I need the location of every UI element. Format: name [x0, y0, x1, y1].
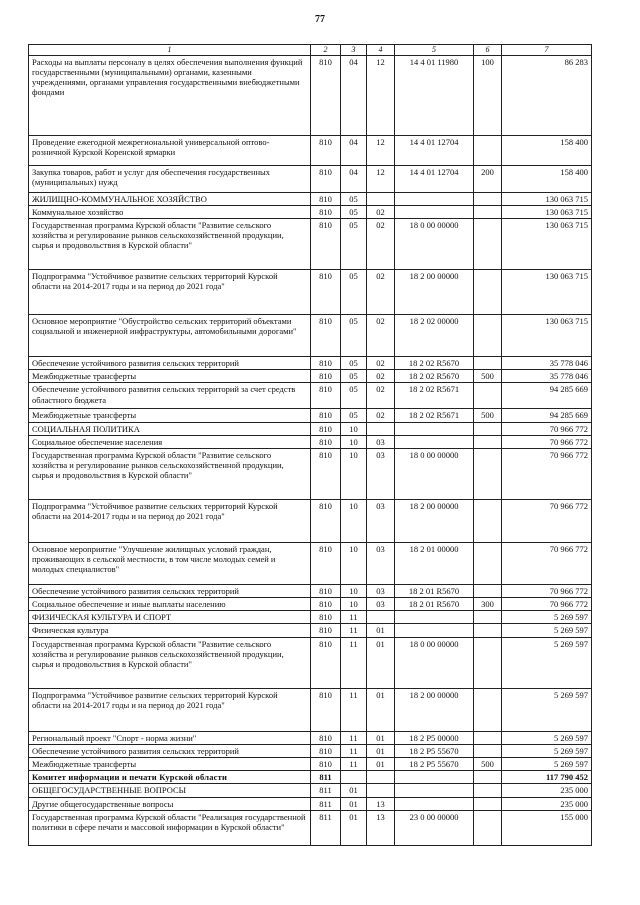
- table-row: [29, 192, 592, 205]
- section-code-cell: 11: [341, 731, 367, 744]
- ministry-code-cell: 810: [311, 269, 341, 314]
- amount-cell: 155 000: [502, 810, 592, 845]
- amount-cell: 130 063 715: [502, 192, 592, 205]
- expense-type-cell: [474, 637, 502, 688]
- section-code-cell: 04: [341, 135, 367, 165]
- section-code-cell: 05: [341, 409, 367, 422]
- row-name-cell: Обеспечение устойчивого развития сельских территорий: [29, 744, 311, 757]
- table-row: [29, 688, 592, 731]
- target-article-cell: 18 2 01 00000: [395, 542, 474, 584]
- table-row: [29, 356, 592, 369]
- target-article-cell: 18 0 00 00000: [395, 218, 474, 269]
- target-article-cell: [395, 435, 474, 448]
- expense-type-cell: [474, 135, 502, 165]
- expense-type-cell: 500: [474, 370, 502, 383]
- amount-cell: 70 966 772: [502, 598, 592, 611]
- amount-cell: 70 966 772: [502, 584, 592, 597]
- subsection-code-cell: 12: [367, 135, 395, 165]
- subsection-code-cell: [367, 784, 395, 797]
- expense-type-cell: [474, 314, 502, 356]
- table-row: [29, 370, 592, 383]
- ministry-code-cell: 810: [311, 542, 341, 584]
- expense-type-cell: [474, 218, 502, 269]
- ministry-code-cell: 810: [311, 598, 341, 611]
- table-row: [29, 758, 592, 771]
- expense-type-cell: [474, 731, 502, 744]
- ministry-code-cell: 810: [311, 611, 341, 624]
- target-article-cell: 18 2 P5 55670: [395, 758, 474, 771]
- target-article-cell: [395, 784, 474, 797]
- expense-type-cell: [474, 205, 502, 218]
- amount-cell: 70 966 772: [502, 435, 592, 448]
- section-code-cell: 04: [341, 165, 367, 192]
- amount-cell: 130 063 715: [502, 269, 592, 314]
- header-cell: 6: [474, 45, 502, 56]
- expense-type-cell: [474, 499, 502, 542]
- table-row: [29, 499, 592, 542]
- row-name-cell: Государственная программа Курской области "Развитие сельского хозяйства и регулирование рынков сельскохозяйственной продукции, сырья и продовольствия в Курской области": [29, 448, 311, 499]
- subsection-code-cell: 03: [367, 499, 395, 542]
- target-article-cell: 18 2 P5 55670: [395, 744, 474, 757]
- subsection-code-cell: 02: [367, 314, 395, 356]
- target-article-cell: [395, 205, 474, 218]
- row-name-cell: ЖИЛИЩНО-КОММУНАЛЬНОЕ ХОЗЯЙСТВО: [29, 192, 311, 205]
- row-name-cell: Обеспечение устойчивого развития сельских территорий за счет средств областного бюджета: [29, 383, 311, 409]
- expense-type-cell: [474, 269, 502, 314]
- expense-type-cell: 300: [474, 598, 502, 611]
- amount-cell: 235 000: [502, 797, 592, 810]
- table-row: [29, 269, 592, 314]
- row-name-cell: Межбюджетные трансферты: [29, 370, 311, 383]
- table-row: [29, 744, 592, 757]
- amount-cell: 5 269 597: [502, 611, 592, 624]
- header-cell: 2: [311, 45, 341, 56]
- ministry-code-cell: 810: [311, 688, 341, 731]
- row-name-cell: Основное мероприятие "Улучшение жилищных условий граждан, проживающих в сельской местности, в том числе молодых семей и молодых специалистов": [29, 542, 311, 584]
- subsection-code-cell: 12: [367, 55, 395, 135]
- row-name-cell: Другие общегосударственные вопросы: [29, 797, 311, 810]
- section-code-cell: 04: [341, 55, 367, 135]
- row-name-cell: Коммунальное хозяйство: [29, 205, 311, 218]
- section-code-cell: [341, 771, 367, 784]
- amount-cell: 5 269 597: [502, 758, 592, 771]
- amount-cell: 70 966 772: [502, 448, 592, 499]
- table-row: [29, 383, 592, 409]
- ministry-code-cell: 810: [311, 448, 341, 499]
- ministry-code-cell: 810: [311, 218, 341, 269]
- row-name-cell: Социальное обеспечение и иные выплаты населению: [29, 598, 311, 611]
- expense-type-cell: [474, 624, 502, 637]
- section-code-cell: 05: [341, 370, 367, 383]
- amount-cell: 70 966 772: [502, 542, 592, 584]
- subsection-code-cell: 03: [367, 435, 395, 448]
- subsection-code-cell: 03: [367, 542, 395, 584]
- subsection-code-cell: 03: [367, 448, 395, 499]
- subsection-code-cell: 02: [367, 383, 395, 409]
- section-code-cell: 05: [341, 205, 367, 218]
- subsection-code-cell: 01: [367, 688, 395, 731]
- amount-cell: 86 283: [502, 55, 592, 135]
- table-row: [29, 435, 592, 448]
- subsection-code-cell: [367, 771, 395, 784]
- row-name-cell: Государственная программа Курской области "Развитие сельского хозяйства и регулирование рынков сельскохозяйственной продукции, сырья и продовольствия в Курской области": [29, 218, 311, 269]
- page-number: 77: [315, 14, 325, 25]
- ministry-code-cell: 810: [311, 205, 341, 218]
- target-article-cell: 18 2 01 R5670: [395, 598, 474, 611]
- table-row: [29, 542, 592, 584]
- ministry-code-cell: 810: [311, 409, 341, 422]
- subsection-code-cell: 02: [367, 409, 395, 422]
- expense-type-cell: [474, 771, 502, 784]
- section-code-cell: 11: [341, 688, 367, 731]
- row-name-cell: Расходы на выплаты персоналу в целях обеспечения выполнения функций государственными (муниципальными) органами, казенными учреждениями, органами управления государственными внебюджетными фондами: [29, 55, 311, 135]
- row-name-cell: Подпрограмма "Устойчивое развитие сельских территорий Курской области на 2014-2017 годы и на период до 2021 года": [29, 688, 311, 731]
- row-name-cell: Обеспечение устойчивого развития сельских территорий: [29, 356, 311, 369]
- table-row: [29, 637, 592, 688]
- target-article-cell: 14 4 01 11980: [395, 55, 474, 135]
- ministry-code-cell: 810: [311, 435, 341, 448]
- target-article-cell: 18 2 02 00000: [395, 314, 474, 356]
- target-article-cell: 18 2 02 R5671: [395, 409, 474, 422]
- amount-cell: 5 269 597: [502, 688, 592, 731]
- subsection-code-cell: 02: [367, 269, 395, 314]
- subsection-code-cell: 01: [367, 624, 395, 637]
- ministry-code-cell: 810: [311, 624, 341, 637]
- ministry-code-cell: 810: [311, 383, 341, 409]
- target-article-cell: [395, 192, 474, 205]
- subsection-code-cell: 01: [367, 744, 395, 757]
- ministry-code-cell: 810: [311, 135, 341, 165]
- section-code-cell: 10: [341, 448, 367, 499]
- budget-table: [28, 44, 592, 846]
- target-article-cell: [395, 771, 474, 784]
- target-article-cell: 14 4 01 12704: [395, 165, 474, 192]
- section-code-cell: 05: [341, 192, 367, 205]
- expense-type-cell: 500: [474, 758, 502, 771]
- section-code-cell: 05: [341, 356, 367, 369]
- table-row: [29, 784, 592, 797]
- expense-type-cell: 100: [474, 55, 502, 135]
- ministry-code-cell: 810: [311, 192, 341, 205]
- section-code-cell: 11: [341, 758, 367, 771]
- subsection-code-cell: 03: [367, 584, 395, 597]
- ministry-code-cell: 811: [311, 797, 341, 810]
- ministry-code-cell: 811: [311, 784, 341, 797]
- ministry-code-cell: 810: [311, 637, 341, 688]
- row-name-cell: Обеспечение устойчивого развития сельских территорий: [29, 584, 311, 597]
- header-cell: 5: [395, 45, 474, 56]
- expense-type-cell: 200: [474, 165, 502, 192]
- table-row: [29, 55, 592, 135]
- target-article-cell: 14 4 01 12704: [395, 135, 474, 165]
- subsection-code-cell: 02: [367, 356, 395, 369]
- target-article-cell: 18 2 02 R5670: [395, 370, 474, 383]
- expense-type-cell: [474, 611, 502, 624]
- table-row: [29, 409, 592, 422]
- subsection-code-cell: [367, 422, 395, 435]
- subsection-code-cell: 01: [367, 758, 395, 771]
- expense-type-cell: [474, 383, 502, 409]
- subsection-code-cell: 13: [367, 797, 395, 810]
- target-article-cell: 18 0 00 00000: [395, 637, 474, 688]
- expense-type-cell: [474, 784, 502, 797]
- section-code-cell: 01: [341, 784, 367, 797]
- table-row: [29, 797, 592, 810]
- subsection-code-cell: 01: [367, 637, 395, 688]
- section-code-cell: 01: [341, 797, 367, 810]
- section-code-cell: 10: [341, 584, 367, 597]
- row-name-cell: Социальное обеспечение населения: [29, 435, 311, 448]
- expense-type-cell: [474, 797, 502, 810]
- ministry-code-cell: 810: [311, 422, 341, 435]
- ministry-code-cell: 811: [311, 810, 341, 845]
- row-name-cell: Межбюджетные трансферты: [29, 758, 311, 771]
- table-row: [29, 135, 592, 165]
- ministry-code-cell: 810: [311, 584, 341, 597]
- target-article-cell: [395, 611, 474, 624]
- ministry-code-cell: 810: [311, 499, 341, 542]
- ministry-code-cell: 810: [311, 55, 341, 135]
- subsection-code-cell: 02: [367, 205, 395, 218]
- amount-cell: 5 269 597: [502, 624, 592, 637]
- subsection-code-cell: [367, 192, 395, 205]
- section-code-cell: 05: [341, 314, 367, 356]
- header-cell: 1: [29, 45, 311, 56]
- ministry-code-cell: 810: [311, 356, 341, 369]
- row-name-cell: Государственная программа Курской области "Развитие сельского хозяйства и регулирование рынков сельскохозяйственной продукции, сырья и продовольствия в Курской области": [29, 637, 311, 688]
- section-code-cell: 11: [341, 637, 367, 688]
- ministry-code-cell: 810: [311, 744, 341, 757]
- target-article-cell: 18 2 00 00000: [395, 499, 474, 542]
- table-row: [29, 810, 592, 845]
- row-name-cell: Подпрограмма "Устойчивое развитие сельских территорий Курской области на 2014-2017 годы и на период до 2021 года": [29, 269, 311, 314]
- amount-cell: 158 400: [502, 135, 592, 165]
- header-cell: 7: [502, 45, 592, 56]
- table-row: [29, 205, 592, 218]
- row-name-cell: ФИЗИЧЕСКАЯ КУЛЬТУРА И СПОРТ: [29, 611, 311, 624]
- section-code-cell: 11: [341, 611, 367, 624]
- amount-cell: 5 269 597: [502, 744, 592, 757]
- row-name-cell: Проведение ежегодной межрегиональной универсальной оптово-розничной Курской Коренской ярмарки: [29, 135, 311, 165]
- section-code-cell: 05: [341, 383, 367, 409]
- amount-cell: 70 966 772: [502, 499, 592, 542]
- header-cell: 3: [341, 45, 367, 56]
- row-name-cell: Подпрограмма "Устойчивое развитие сельских территорий Курской области на 2014-2017 годы и на период до 2021 года": [29, 499, 311, 542]
- expense-type-cell: [474, 542, 502, 584]
- target-article-cell: 18 2 P5 00000: [395, 731, 474, 744]
- expense-type-cell: 500: [474, 409, 502, 422]
- table-row: [29, 624, 592, 637]
- table-row: [29, 448, 592, 499]
- section-code-cell: 01: [341, 810, 367, 845]
- table-row: [29, 314, 592, 356]
- row-name-cell: Государственная программа Курской области "Реализация государственной политики в сфере печати и массовой информации в Курской области": [29, 810, 311, 845]
- target-article-cell: [395, 624, 474, 637]
- amount-cell: 5 269 597: [502, 731, 592, 744]
- row-name-cell: Региональный проект "Спорт - норма жизни": [29, 731, 311, 744]
- section-code-cell: 10: [341, 435, 367, 448]
- amount-cell: 235 000: [502, 784, 592, 797]
- table-header-row: [29, 45, 592, 56]
- amount-cell: 94 285 669: [502, 383, 592, 409]
- expense-type-cell: [474, 422, 502, 435]
- amount-cell: 35 778 046: [502, 370, 592, 383]
- expense-type-cell: [474, 810, 502, 845]
- header-cell: 4: [367, 45, 395, 56]
- section-code-cell: 05: [341, 218, 367, 269]
- section-code-cell: 11: [341, 624, 367, 637]
- amount-cell: 117 790 452: [502, 771, 592, 784]
- expense-type-cell: [474, 448, 502, 499]
- expense-type-cell: [474, 435, 502, 448]
- subsection-code-cell: 03: [367, 598, 395, 611]
- target-article-cell: 18 2 00 00000: [395, 269, 474, 314]
- expense-type-cell: [474, 744, 502, 757]
- table-row: [29, 218, 592, 269]
- target-article-cell: [395, 797, 474, 810]
- table-row: [29, 584, 592, 597]
- target-article-cell: 18 2 00 00000: [395, 688, 474, 731]
- row-name-cell: Физическая культура: [29, 624, 311, 637]
- row-name-cell: Закупка товаров, работ и услуг для обеспечения государственных (муниципальных) нужд: [29, 165, 311, 192]
- ministry-code-cell: 811: [311, 771, 341, 784]
- table-row: [29, 165, 592, 192]
- section-code-cell: 10: [341, 499, 367, 542]
- amount-cell: 35 778 046: [502, 356, 592, 369]
- ministry-code-cell: 810: [311, 731, 341, 744]
- table-row: [29, 422, 592, 435]
- expense-type-cell: [474, 356, 502, 369]
- amount-cell: 130 063 715: [502, 218, 592, 269]
- section-code-cell: 10: [341, 542, 367, 584]
- amount-cell: 130 063 715: [502, 205, 592, 218]
- target-article-cell: 18 2 01 R5670: [395, 584, 474, 597]
- amount-cell: 94 285 669: [502, 409, 592, 422]
- target-article-cell: 18 0 00 00000: [395, 448, 474, 499]
- ministry-code-cell: 810: [311, 370, 341, 383]
- table-row: [29, 731, 592, 744]
- subsection-code-cell: 12: [367, 165, 395, 192]
- subsection-code-cell: [367, 611, 395, 624]
- section-code-cell: 05: [341, 269, 367, 314]
- table-row: [29, 598, 592, 611]
- amount-cell: 70 966 772: [502, 422, 592, 435]
- target-article-cell: 18 2 02 R5670: [395, 356, 474, 369]
- row-name-cell: ОБЩЕГОСУДАРСТВЕННЫЕ ВОПРОСЫ: [29, 784, 311, 797]
- target-article-cell: [395, 422, 474, 435]
- subsection-code-cell: 02: [367, 370, 395, 383]
- subsection-code-cell: 02: [367, 218, 395, 269]
- row-name-cell: Межбюджетные трансферты: [29, 409, 311, 422]
- amount-cell: 5 269 597: [502, 637, 592, 688]
- subsection-code-cell: 01: [367, 731, 395, 744]
- row-name-cell: Основное мероприятие "Обустройство сельских территорий объектами социальной и инженерной инфраструктуры, автомобильными дорогами": [29, 314, 311, 356]
- subsection-code-cell: 13: [367, 810, 395, 845]
- ministry-code-cell: 810: [311, 758, 341, 771]
- row-name-cell: СОЦИАЛЬНАЯ ПОЛИТИКА: [29, 422, 311, 435]
- amount-cell: 130 063 715: [502, 314, 592, 356]
- expense-type-cell: [474, 688, 502, 731]
- section-code-cell: 10: [341, 598, 367, 611]
- row-name-cell: Комитет информации и печати Курской области: [29, 771, 311, 784]
- target-article-cell: 18 2 02 R5671: [395, 383, 474, 409]
- expense-type-cell: [474, 192, 502, 205]
- section-code-cell: 10: [341, 422, 367, 435]
- amount-cell: 158 400: [502, 165, 592, 192]
- ministry-code-cell: 810: [311, 314, 341, 356]
- table-row: [29, 611, 592, 624]
- ministry-code-cell: 810: [311, 165, 341, 192]
- expense-type-cell: [474, 584, 502, 597]
- target-article-cell: 23 0 00 00000: [395, 810, 474, 845]
- table-row: [29, 771, 592, 784]
- section-code-cell: 11: [341, 744, 367, 757]
